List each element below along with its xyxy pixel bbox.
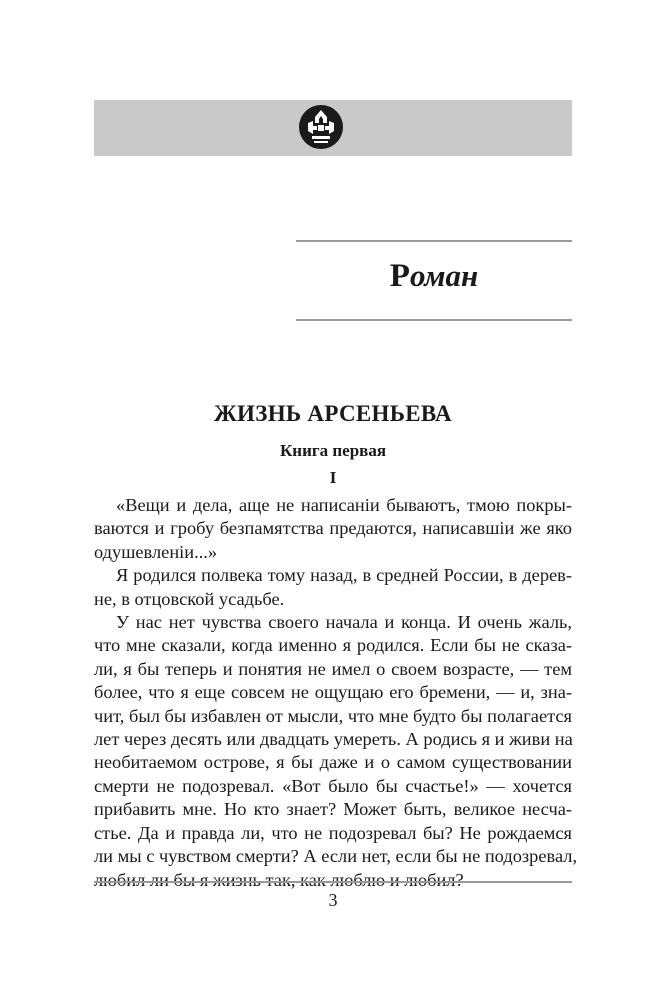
book-title: ЖИЗНЬ АРСЕНЬЕВА: [214, 401, 452, 426]
section-rule-bottom: [296, 319, 572, 321]
text-line: чит, был бы избавлен от мысли, что мне будто бы полагается: [94, 705, 572, 726]
text-line: необитаемом острове, я бы даже и о самом существовании: [94, 752, 572, 773]
text-line: прибавить мне. Но кто знает? Может быть, великое несча-: [94, 799, 572, 820]
text-line: любил ли бы я жизнь так, как люблю и любил?: [94, 869, 464, 890]
section-title-rest: оман: [409, 258, 479, 293]
text-line: У нас нет чувства своего начала и конца. И очень жаль,: [116, 612, 572, 633]
ornament-emblem-icon: [297, 103, 345, 151]
text-line: не, в отцовской усадьбе.: [94, 588, 285, 609]
text-line: «Вещи и дела, аще не написанiи бываютъ, тмою покры-: [116, 495, 572, 515]
text-line: одушевленiи...»: [94, 541, 218, 562]
part-title: Книга первая: [279, 441, 387, 460]
page-number: 3: [328, 890, 338, 910]
text-line: ваются и гробу безпамятства предаются, написавшiи же яко: [94, 518, 572, 539]
text-line: что мне сказали, когда именно я родился. Если бы не сказа-: [94, 635, 572, 656]
body-text: [94, 494, 578, 892]
text-line: лет через десять или двадцать умереть. А родись я и живи на: [94, 729, 573, 750]
section-title-initial: Р: [389, 258, 410, 294]
chapter-number: I: [329, 468, 337, 487]
text-line: стье. Да и правда ли, что не подозревал бы? Не рождаемся: [94, 822, 572, 843]
text-line: ли, я бы теперь и понятия не имел о своем возрасте, — тем: [94, 658, 572, 679]
text-line: ли мы с чувством смерти? А если нет, если бы не подозревал,: [94, 846, 578, 867]
text-line: более, что я еще совсем не ощущаю его бремени, — и, зна-: [94, 682, 572, 703]
footer-rule: [94, 881, 572, 883]
section-title: [296, 258, 572, 294]
text-line: Я родился полвека тому назад, в средней России, в дерев-: [116, 565, 572, 586]
text-line: смерти не подозревал. «Вот было бы счастье!» — хочется: [94, 775, 572, 796]
section-rule-top: [296, 240, 572, 242]
